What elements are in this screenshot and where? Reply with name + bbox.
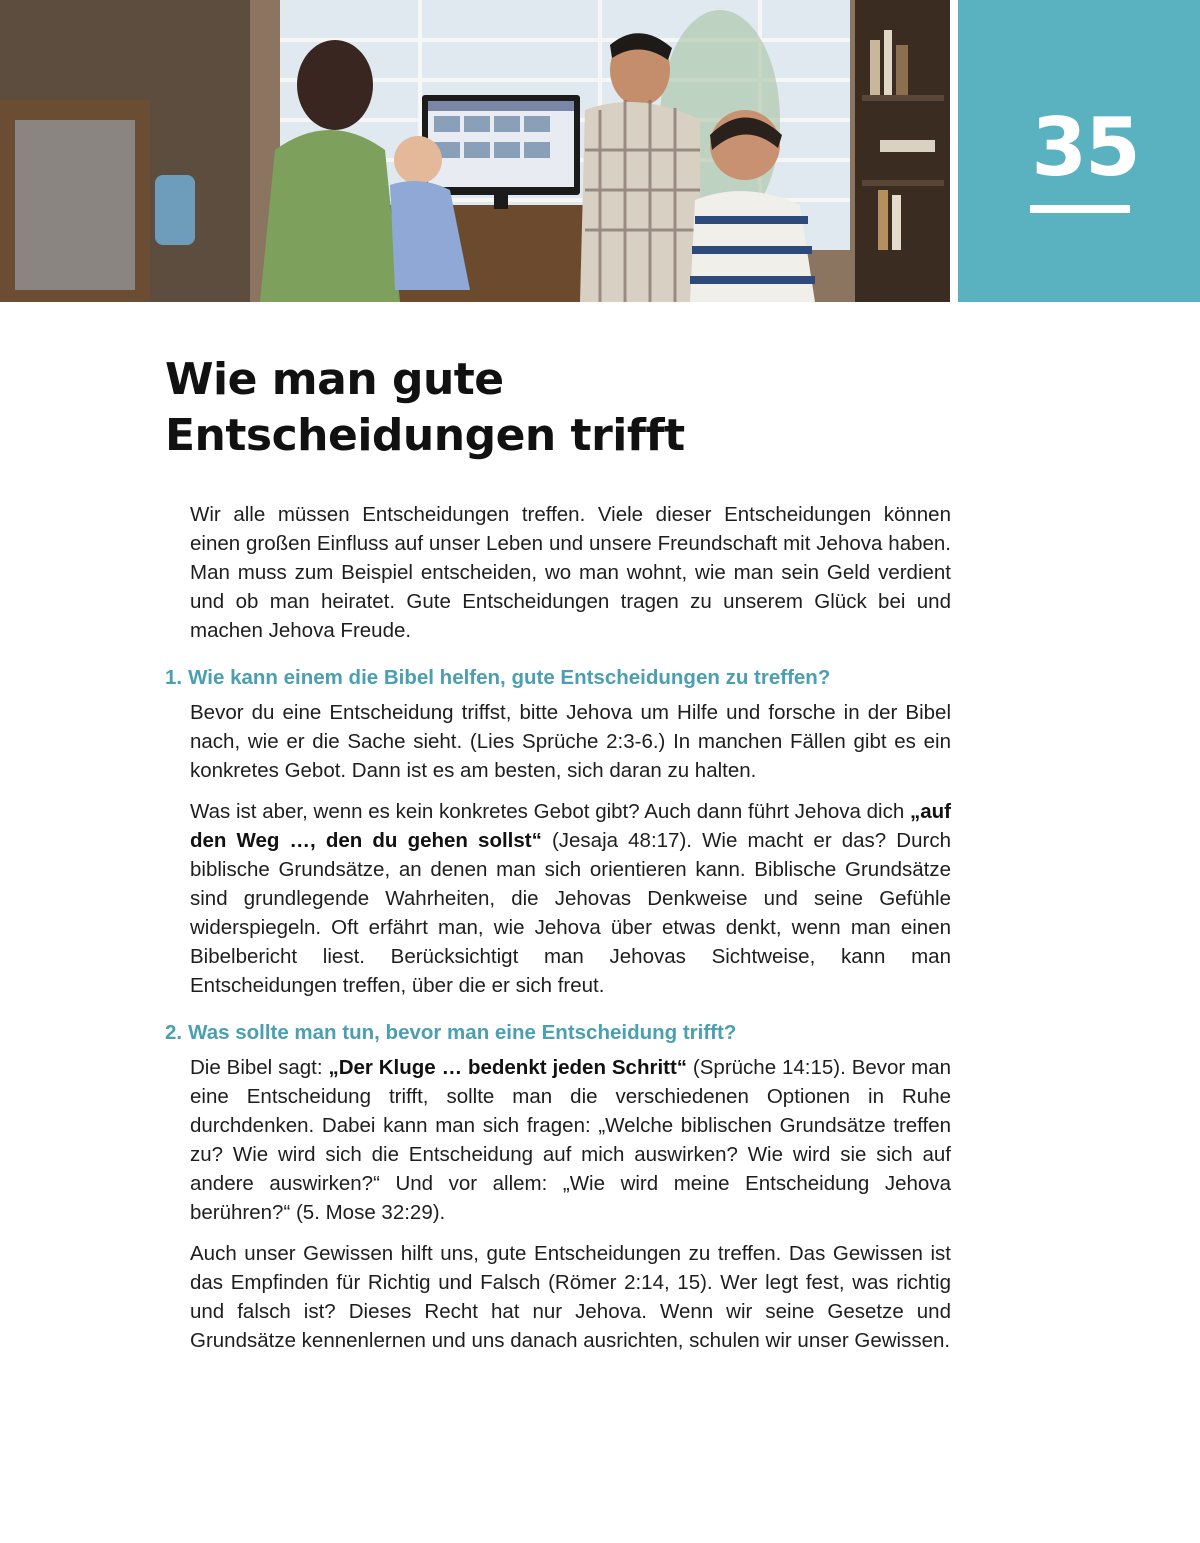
question-text: Was sollte man tun, bevor man eine Entscheidung trifft? xyxy=(188,1021,737,1044)
intro-paragraph: Wir alle müssen Entscheidungen treffen. Viele dieser Entscheidungen können einen großen Einfluss auf unser Leben und unsere Freundschaft mit Jehova haben. Man muss zum Beispiel entscheiden, wo man wohnt, wie man sein Geld verdient und ob man heiratet. Gute Entscheidungen tragen zu unserem Glück bei und machen Jehova Freude. xyxy=(190,503,951,642)
chapter-number: 35 xyxy=(1031,101,1139,194)
page-title-line-1: Wie man gute xyxy=(165,354,504,405)
family-at-computer-photo-icon xyxy=(0,0,950,302)
section-1-paragraph-1: Bevor du eine Entscheidung triffst, bitte Jehova um Hilfe und forsche in der Bibel nach, wie er die Sache sieht. (Lies Sprüche 2:3-6.) In manchen Fällen gibt es ein konkretes Gebot. Dann ist es am besten, sich daran zu halten. xyxy=(190,701,951,782)
chapter-number-box xyxy=(958,0,1200,302)
paragraph-text: (Sprüche 14:15). Bevor man eine Entscheidung trifft, sollte man die verschiedenen Optionen in Ruhe durchdenken. Dabei kann man sich fragen: „Welche biblischen Grundsätze treffen zu? Wie wird sich die Entscheidung auf mich auswirken? Wie wird sie sich auf andere auswirken?“ Und vor allem: „Wie wird meine Entscheidung Jehova berühren?“ (5. Mose 32:29). xyxy=(190,1056,952,1224)
article-body xyxy=(165,500,951,1367)
paragraph-text: Die Bibel sagt: xyxy=(190,1056,329,1079)
section-1-paragraph-2 xyxy=(190,797,951,1000)
chapter-number-underline xyxy=(1030,205,1130,213)
section-2-paragraph-1 xyxy=(190,1053,951,1227)
question-text: Wie kann einem die Bibel helfen, gute Entscheidungen zu treffen? xyxy=(188,666,831,689)
scripture-quote: „Der Kluge … bedenkt jeden Schritt“ xyxy=(328,1056,688,1079)
page-title xyxy=(165,352,955,464)
section-2-paragraph-2: Auch unser Gewissen hilft uns, gute Entscheidungen zu treffen. Das Gewissen ist das Empfinden für Richtig und Falsch (Römer 2:14, 15). Wer legt fest, was richtig und falsch ist? Dieses Recht hat nur Jehova. Wenn wir seine Gesetze und Grundsätze kennenlernen und uns danach ausrichten, schulen wir unser Gewissen. xyxy=(190,1242,951,1352)
question-heading-2 xyxy=(165,1018,951,1047)
question-number: 2. xyxy=(165,1021,183,1044)
question-heading-1 xyxy=(165,663,951,692)
hero-photo xyxy=(0,0,950,302)
paragraph-text: Was ist aber, wenn es kein konkretes Gebot gibt? Auch dann führt Jehova dich xyxy=(190,800,910,823)
scripture-quote: „auf den Weg …, den du gehen sollst“ xyxy=(190,800,951,852)
question-number: 1. xyxy=(165,666,183,689)
page-title-line-2: Entscheidungen trifft xyxy=(165,410,685,461)
paragraph-text: (Jesaja 48:17). Wie macht er das? Durch biblische Grundsätze, an denen man sich orientieren kann. Biblische Grundsätze sind grundlegende Wahrheiten, die Jehovas Denkweise und seine Gefühle widerspiegeln. Oft erfährt man, wie Jehova über etwas denkt, wenn man einen Bibelbericht liest. Berücksichtigt man Jehovas Sichtweise, kann man Entscheidungen treffen, über die er sich freut. xyxy=(190,829,951,997)
